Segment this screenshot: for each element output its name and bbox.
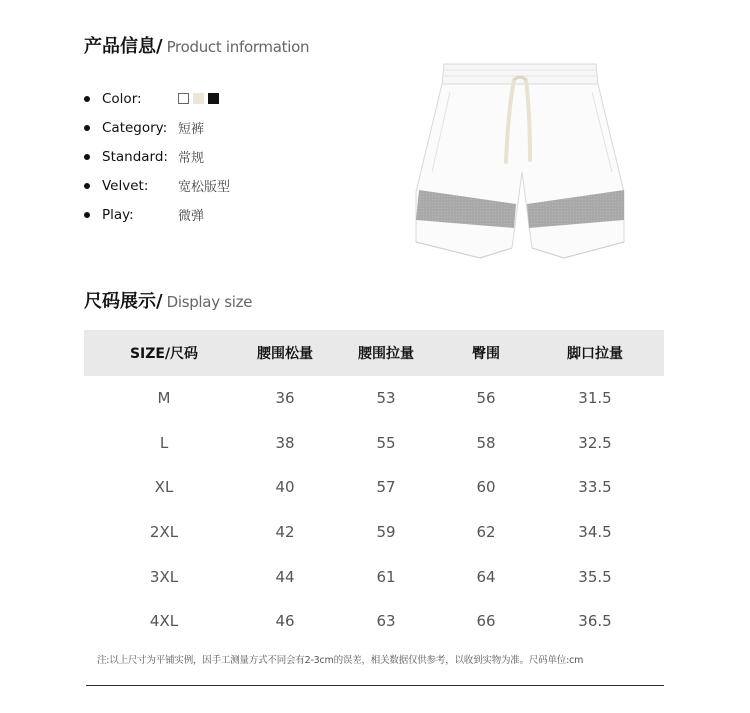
table-cell: 36.5 bbox=[578, 612, 612, 631]
table-cell: 3XL bbox=[149, 567, 179, 586]
bullet-icon bbox=[84, 96, 90, 102]
info-value: 常规 bbox=[178, 151, 205, 166]
table-cell: 42 bbox=[275, 523, 295, 542]
table-cell: 44 bbox=[275, 567, 295, 586]
table-cell: 57 bbox=[376, 478, 396, 497]
table-cell: 46 bbox=[275, 612, 295, 631]
table-cell: 35.5 bbox=[578, 567, 612, 586]
column-header: 腰围松量 bbox=[244, 330, 326, 376]
table-cell: 62 bbox=[476, 523, 496, 542]
table-row bbox=[84, 376, 664, 421]
table-cell: 33.5 bbox=[578, 478, 612, 497]
table-row bbox=[84, 421, 664, 466]
table-cell: 34.5 bbox=[578, 523, 612, 542]
bullet-icon bbox=[84, 154, 90, 160]
table-cell: 59 bbox=[376, 523, 396, 542]
bullet-icon bbox=[84, 212, 90, 218]
product-info-title-en: Product information bbox=[166, 38, 310, 56]
table-cell: 36 bbox=[275, 389, 295, 408]
info-key: Color: bbox=[102, 90, 142, 107]
info-row-color bbox=[84, 84, 230, 113]
table-cell: 64 bbox=[476, 567, 496, 586]
table-cell: 58 bbox=[476, 433, 496, 452]
table-cell: 66 bbox=[476, 612, 496, 631]
column-header: SIZE/尺码 bbox=[84, 330, 244, 376]
table-cell: M bbox=[157, 389, 171, 408]
bullet-icon bbox=[84, 125, 90, 131]
table-cell: 32.5 bbox=[578, 433, 612, 452]
size-display-heading bbox=[84, 287, 252, 313]
product-info-list bbox=[84, 84, 230, 229]
column-header: 腰围拉量 bbox=[326, 330, 446, 376]
table-cell: 61 bbox=[376, 567, 396, 586]
table-cell: 55 bbox=[376, 433, 396, 452]
info-key: Velvet: bbox=[102, 177, 149, 194]
color-swatches bbox=[178, 93, 219, 104]
size-table bbox=[84, 330, 664, 644]
bullet-icon bbox=[84, 183, 90, 189]
divider bbox=[86, 685, 664, 686]
info-row-velvet bbox=[84, 171, 230, 200]
size-display-title-zh: 尺码展示/ bbox=[84, 291, 163, 312]
table-cell: 56 bbox=[476, 389, 496, 408]
info-row-play bbox=[84, 200, 230, 229]
table-cell: 63 bbox=[376, 612, 396, 631]
table-row bbox=[84, 599, 664, 644]
color-swatch-black[interactable] bbox=[208, 93, 219, 104]
measurement-note: 注:以上尺寸为平铺实例，因手工测量方式不同会有2-3cm的误差，相关数据仅供参考，以收到实物为准。尺码单位:cm bbox=[97, 655, 584, 666]
table-cell: 31.5 bbox=[578, 389, 612, 408]
table-row bbox=[84, 554, 664, 599]
size-display-title-en: Display size bbox=[166, 293, 253, 311]
product-info-title-zh: 产品信息/ bbox=[84, 36, 163, 57]
table-cell: 2XL bbox=[149, 523, 179, 542]
column-header: 脚口拉量 bbox=[526, 330, 664, 376]
info-key: Category: bbox=[102, 119, 168, 136]
info-key: Standard: bbox=[102, 148, 168, 165]
table-cell: L bbox=[159, 433, 169, 452]
info-row-category bbox=[84, 113, 230, 142]
color-swatch-beige[interactable] bbox=[193, 93, 204, 104]
column-header: 臀围 bbox=[446, 330, 526, 376]
table-cell: 38 bbox=[275, 433, 295, 452]
info-key: Play: bbox=[102, 206, 134, 223]
table-header-row bbox=[84, 330, 664, 376]
table-cell: 40 bbox=[275, 478, 295, 497]
table-cell: XL bbox=[154, 478, 174, 497]
product-info-heading bbox=[84, 32, 309, 58]
info-value: 短裤 bbox=[178, 122, 205, 137]
table-cell: 4XL bbox=[149, 612, 179, 631]
info-value: 微弹 bbox=[178, 209, 205, 224]
product-image-shorts bbox=[402, 52, 642, 276]
info-value: 宽松版型 bbox=[178, 180, 231, 195]
table-row bbox=[84, 510, 664, 555]
table-row bbox=[84, 465, 664, 510]
table-cell: 60 bbox=[476, 478, 496, 497]
table-cell: 53 bbox=[376, 389, 396, 408]
color-swatch-white[interactable] bbox=[178, 93, 189, 104]
info-row-standard bbox=[84, 142, 230, 171]
